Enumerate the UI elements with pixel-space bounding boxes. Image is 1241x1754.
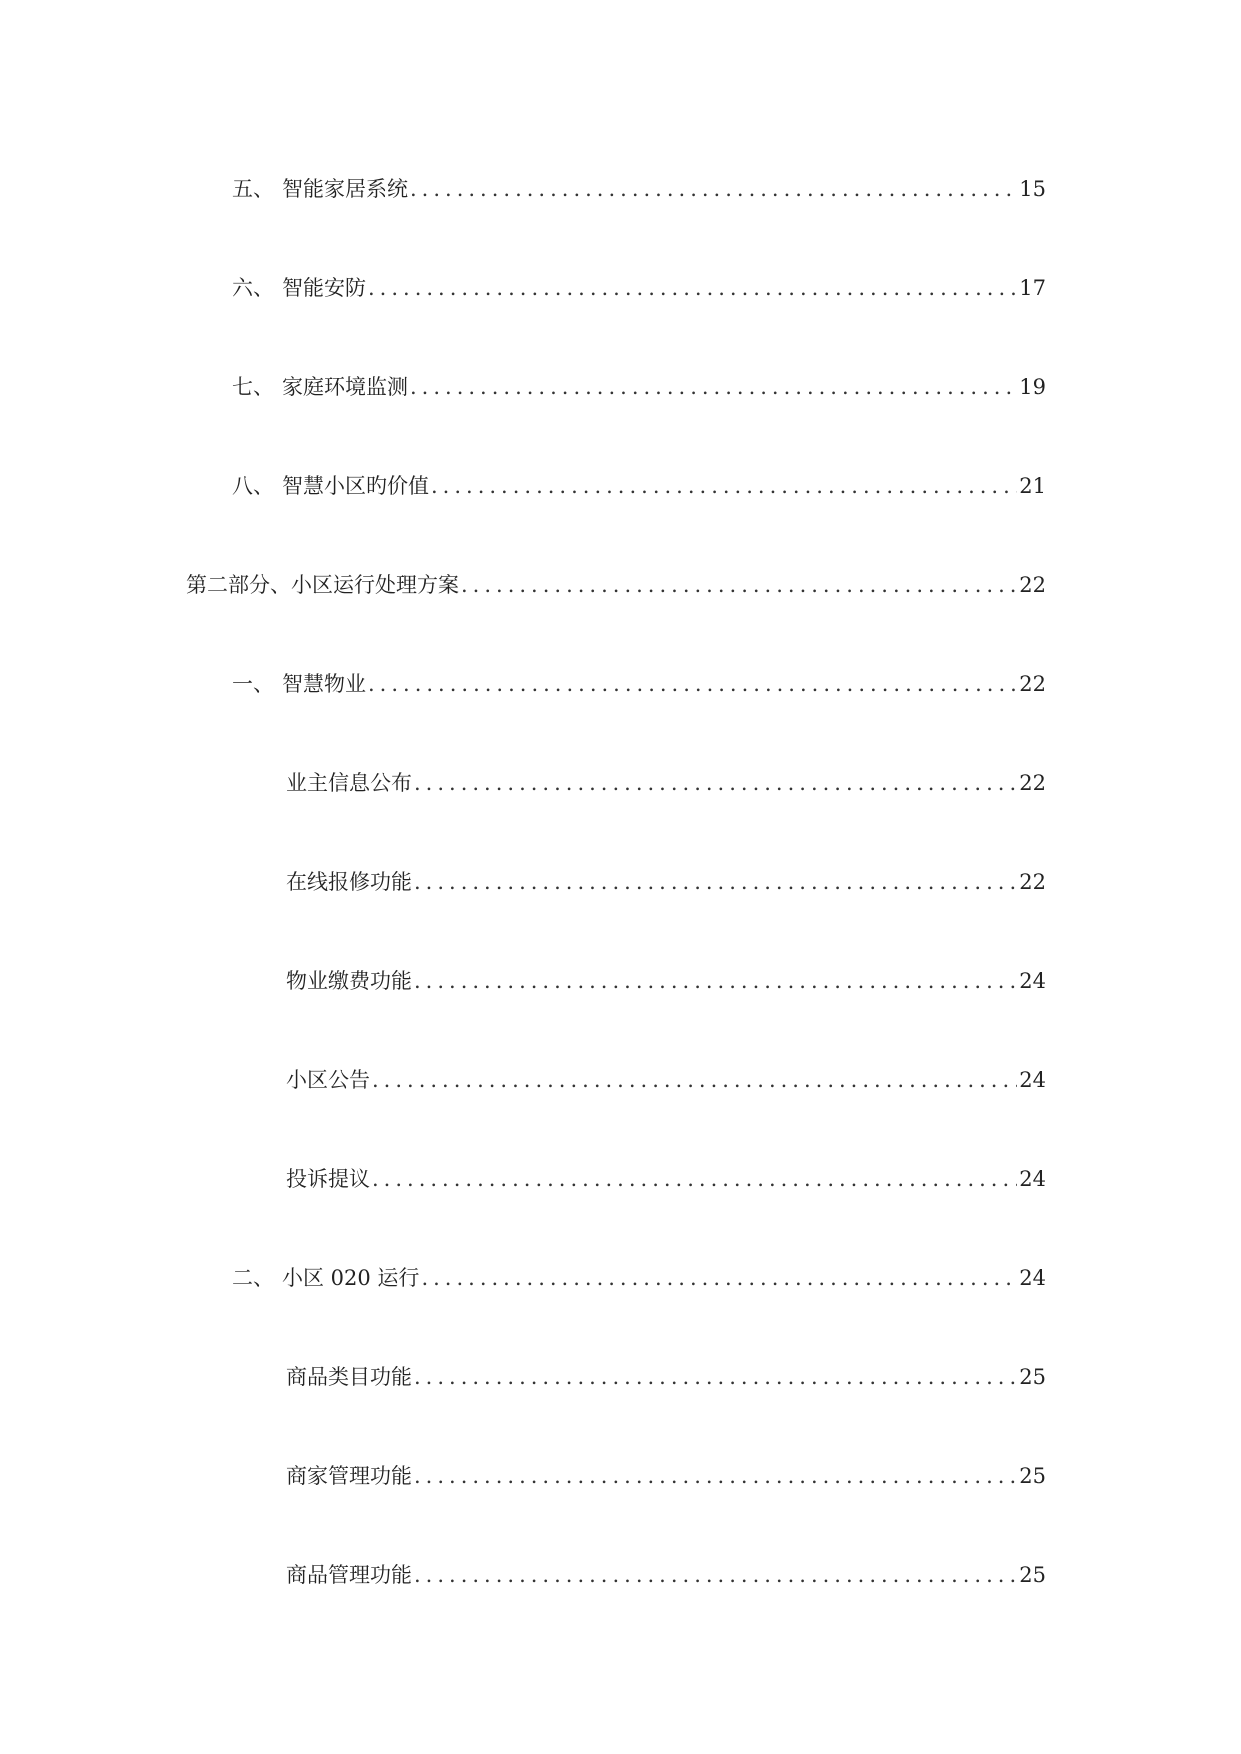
toc-entry[interactable] xyxy=(232,174,1046,204)
toc-entry[interactable] xyxy=(232,471,1046,501)
toc-subentry[interactable] xyxy=(286,1362,1046,1392)
toc-subentry[interactable] xyxy=(286,867,1046,897)
toc-page-number: 25 xyxy=(1019,1563,1046,1587)
toc-page-number: 22 xyxy=(1019,672,1046,696)
dot-leader xyxy=(372,1164,1017,1194)
toc-title: 业主信息公布 xyxy=(286,771,412,795)
toc-subentry[interactable] xyxy=(286,1164,1046,1194)
toc-title: 第二部分、小区运行处理方案 xyxy=(186,573,459,597)
dot-leader xyxy=(414,1362,1017,1392)
toc-subentry[interactable] xyxy=(286,768,1046,798)
dot-leader xyxy=(461,570,1017,600)
toc-page-number: 25 xyxy=(1019,1464,1046,1488)
toc-page-number: 22 xyxy=(1019,573,1046,597)
dot-leader xyxy=(414,867,1017,897)
toc-number: 五、 xyxy=(232,177,274,201)
toc-entry-part[interactable] xyxy=(186,570,1046,600)
toc-title: 智能家居系统 xyxy=(282,177,408,201)
dot-leader xyxy=(414,768,1017,798)
toc-number: 六、 xyxy=(232,276,274,300)
toc-page-number: 21 xyxy=(1019,474,1046,498)
toc-page-number: 25 xyxy=(1019,1365,1046,1389)
toc-page-number: 17 xyxy=(1019,276,1046,300)
toc-number: 八、 xyxy=(232,474,274,498)
toc-page-number: 22 xyxy=(1019,771,1046,795)
dot-leader xyxy=(410,372,1017,402)
toc-title: 商家管理功能 xyxy=(286,1464,412,1488)
dot-leader xyxy=(414,1461,1017,1491)
toc-title: 小区 020 运行 xyxy=(282,1266,420,1290)
dot-leader xyxy=(372,1065,1017,1095)
toc-entry[interactable] xyxy=(232,669,1046,699)
toc-subentry[interactable] xyxy=(286,1065,1046,1095)
dot-leader xyxy=(421,1263,1017,1293)
toc-page-number: 22 xyxy=(1019,870,1046,894)
toc-number: 二、 xyxy=(232,1266,274,1290)
toc-number: 七、 xyxy=(232,375,274,399)
toc-title: 智能安防 xyxy=(282,276,366,300)
dot-leader xyxy=(431,471,1017,501)
toc-number: 一、 xyxy=(232,672,274,696)
toc-title: 小区公告 xyxy=(286,1068,370,1092)
toc-page-number: 19 xyxy=(1019,375,1046,399)
toc-title: 商品管理功能 xyxy=(286,1563,412,1587)
toc-title: 商品类目功能 xyxy=(286,1365,412,1389)
toc-title: 在线报修功能 xyxy=(286,870,412,894)
dot-leader xyxy=(368,273,1017,303)
toc-title: 智慧小区旳价值 xyxy=(282,474,429,498)
toc-entry[interactable] xyxy=(232,1263,1046,1293)
toc-subentry[interactable] xyxy=(286,1461,1046,1491)
toc-title: 智慧物业 xyxy=(282,672,366,696)
toc-subentry[interactable] xyxy=(286,966,1046,996)
dot-leader xyxy=(414,966,1017,996)
toc-page-number: 24 xyxy=(1019,1167,1046,1191)
toc-page-number: 24 xyxy=(1019,969,1046,993)
toc-entry[interactable] xyxy=(232,372,1046,402)
toc-subentry[interactable] xyxy=(286,1560,1046,1590)
toc-page-number: 24 xyxy=(1019,1266,1046,1290)
toc-title: 物业缴费功能 xyxy=(286,969,412,993)
dot-leader xyxy=(414,1560,1017,1590)
dot-leader xyxy=(368,669,1017,699)
toc-entry[interactable] xyxy=(232,273,1046,303)
toc-page-number: 24 xyxy=(1019,1068,1046,1092)
dot-leader xyxy=(410,174,1017,204)
toc-page-number: 15 xyxy=(1019,177,1046,201)
toc-title: 投诉提议 xyxy=(286,1167,370,1191)
toc-title: 家庭环境监测 xyxy=(282,375,408,399)
